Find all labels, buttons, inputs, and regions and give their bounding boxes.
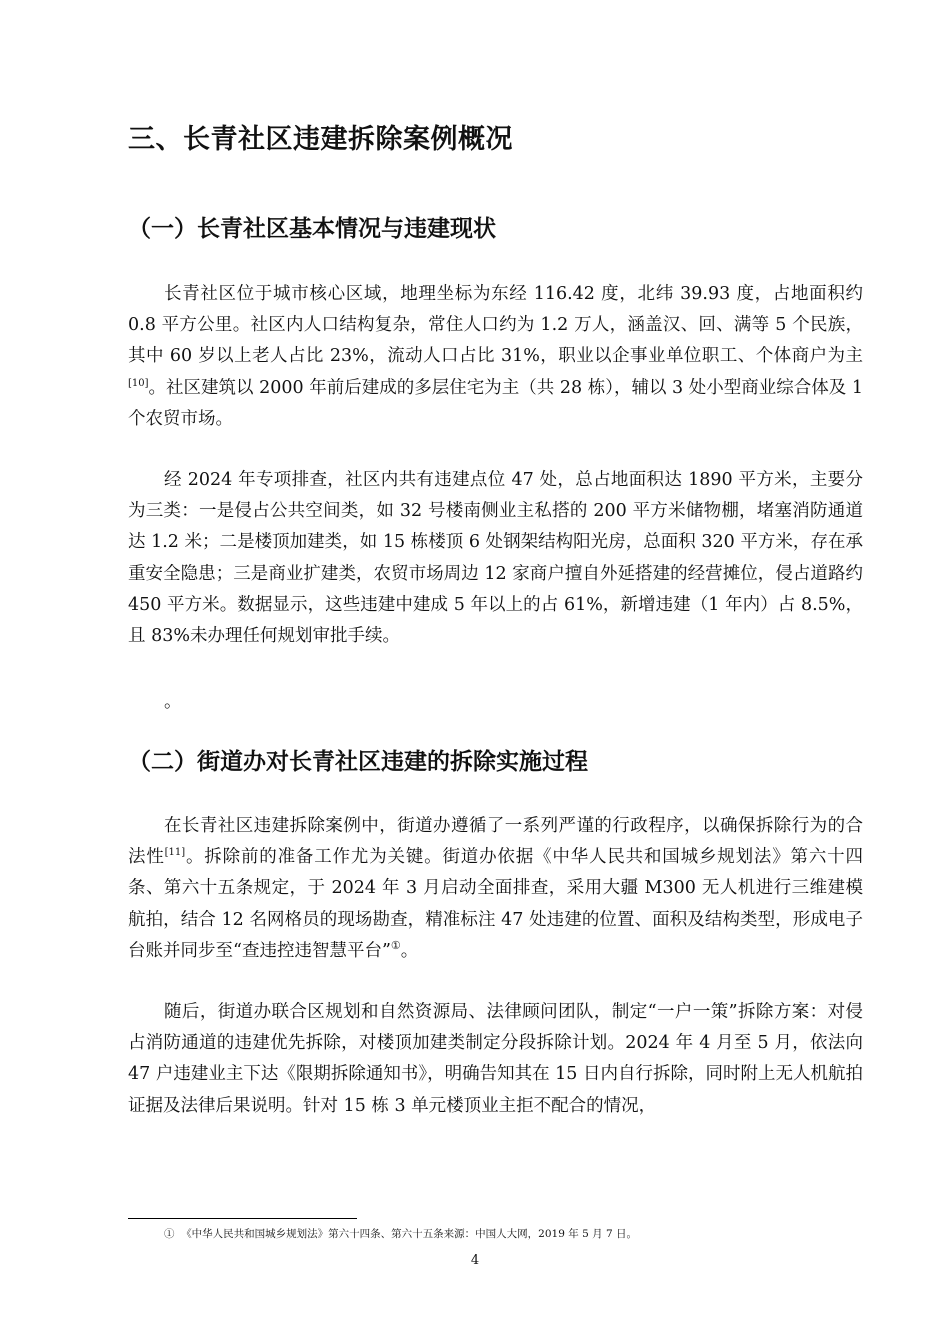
footnote <box>164 1226 637 1242</box>
paragraph-text: 长青社区位于城市核心区域，地理坐标为东经 116.42 度，北纬 39.93 度，占地面积约 0.8 平方公里。社区内人口结构复杂，常住人口约为 1.2 万人，涵盖汉、回、满等 5 个民族，其中 60 岁以上老人占比 23%，流动人口占比 31%，职业以企事业单位职工、个体商户为主 <box>128 284 863 367</box>
subsection-heading-1: （一）长青社区基本情况与违建现状 <box>128 216 496 242</box>
paragraph-text: 。 <box>400 940 419 961</box>
citation-ref-10[interactable]: [10] <box>128 377 149 389</box>
paragraph-community-overview <box>128 279 863 435</box>
subsection-heading-2: （二）街道办对长青社区违建的拆除实施过程 <box>128 749 588 775</box>
footnote-mark: ① <box>164 1228 175 1240</box>
page-number: 4 <box>470 1253 480 1268</box>
paragraph-stray-period: 。 <box>164 692 182 712</box>
citation-ref-11[interactable]: [11] <box>164 847 186 859</box>
paragraph-text: 在长青社区违建拆除案例中，街道办遵循了一系列严谨的行政程序，以确保拆除行为的合法性 <box>128 816 863 868</box>
paragraph-text: 。社区建筑以 2000 年前后建成的多层住宅为主（共 28 栋），辅以 3 处小型商业综合体及 1 个农贸市场。 <box>128 377 863 429</box>
paragraph-violation-status: 经 2024 年专项排查，社区内共有违建点位 47 处，总占地面积达 1890 平方米，主要分为三类：一是侵占公共空间类，如 32 号楼南侧业主私搭的 200 平方米储物棚，堵塞消防通道达 1.2 米；二是楼顶加建类，如 15 栋楼顶 6 处钢架结构阳光房，总面积 320 平方米，存在承重安全隐患；三是商业扩建类，农贸市场周边 12 家商户擅自外延搭建的经营摊位，侵占道路约 450 平方米。数据显示，这些违建中建成 5 年以上的占 61%，新增违建（1 年内）占 8.5%，且 83%未办理任何规划审批手续。 <box>128 470 863 647</box>
footnote-text: 《中华人民共和国城乡规划法》第六十四条、第六十五条来源：中国人大网，2019 年 5 月 7 日。 <box>181 1228 637 1240</box>
section-heading: 三、长青社区违建拆除案例概况 <box>128 124 513 155</box>
paragraph-demolition-plan: 随后，街道办联合区规划和自然资源局、法律顾问团队，制定“一户一策”拆除方案：对侵占消防通道的违建优先拆除，对楼顶加建类制定分段拆除计划。2024 年 4 月至 5 月，依法向 47 户违建业主下达《限期拆除通知书》，明确告知其在 15 日内自行拆除，同时附上无人机航拍证据及法律后果说明。针对 15 栋 3 单元楼顶业主拒不配合的情况， <box>128 1002 863 1116</box>
footnote-separator <box>128 1218 357 1219</box>
footnote-ref-1[interactable]: ① <box>390 938 401 952</box>
paragraph-text: 。拆除前的准备工作尤为关键。街道办依据《中华人民共和国城乡规划法》第六十四条、第六十五条规定，于 2024 年 3 月启动全面排查，采用大疆 M300 无人机进行三维建模航拍，结合 12 名网格员的现场勘查，精准标注 47 处违建的位置、面积及结构类型，形成电子台账并同步至“查违控违智慧平台” <box>128 847 863 961</box>
paragraph-demolition-procedure <box>128 811 863 967</box>
